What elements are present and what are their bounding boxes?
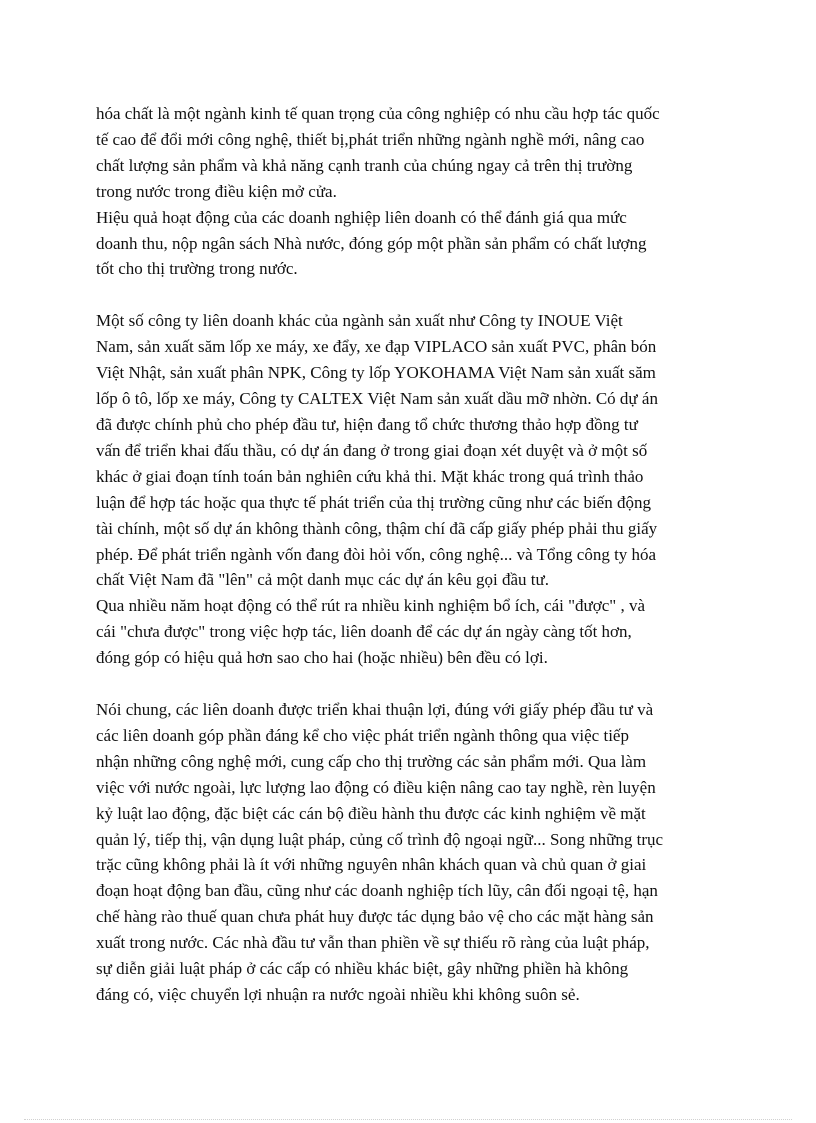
paragraph-spacer bbox=[96, 282, 736, 308]
paragraph-lessons-learned: Qua nhiều năm hoạt động có thể rút ra nhiều kinh nghiệm bổ ích, cái "được" , và cái "chưa được" trong việc hợp tác, liên doanh để các dự án ngày càng tốt hơn, đóng góp có hiệu quả hơn sao cho hai (hoặc nhiều) bên đều có lợi. bbox=[96, 596, 646, 668]
document-body bbox=[96, 101, 736, 1008]
page-bottom-divider bbox=[24, 1119, 792, 1120]
paragraph-other-joint-ventures: Một số công ty liên doanh khác của ngành sản xuất như Công ty INOUE Việt Nam, sản xuất săm lốp xe máy, xe đẩy, xe đạp VIPLACO sản xuất PVC, phân bón Việt Nhật, sản xuất phân NPK, Công ty lốp YOKOHAMA Việt Nam sản xuất săm lốp ô tô, lốp xe máy, Công ty CALTEX Việt Nam sản xuất dầu mỡ nhờn. Có dự án đã được chính phủ cho phép đầu tư, hiện đang tổ chức thương thảo hợp đồng tư vấn để triển khai đấu thầu, có dự án đang ở trong giai đoạn xét duyệt và ở một số khác ở giai đoạn tính toán bản nghiên cứu khả thi. Mặt khác trong quá trình thảo luận để hợp tác hoặc qua thực tế phát triển của thị trường cũng như các biến động tài chính, một số dự án không thành công, thậm chí đã cấp giấy phép phải thu giấy phép. Để phát triển ngành vốn đang đòi hỏi vốn, công nghệ... và Tổng công ty hóa chất Việt Nam đã "lên" cả một danh mục các dự án kêu gọi đầu tư. bbox=[96, 311, 658, 590]
paragraph-chemical-industry: hóa chất là một ngành kinh tế quan trọng của công nghiệp có nhu cầu hợp tác quốc tế cao để đổi mới công nghệ, thiết bị,phát triển những ngành nghề mới, nâng cao chất lượng sản phẩm và khả năng cạnh tranh của chúng ngay cả trên thị trường trong nước trong điều kiện mở cửa. bbox=[96, 104, 660, 201]
paragraph-spacer bbox=[96, 671, 736, 697]
paragraph-joint-venture-efficiency: Hiệu quả hoạt động của các doanh nghiệp liên doanh có thể đánh giá qua mức doanh thu, nộp ngân sách Nhà nước, đóng góp một phần sản phẩm có chất lượng tốt cho thị trường trong nước. bbox=[96, 207, 647, 279]
paragraph-general-assessment: Nói chung, các liên doanh được triển khai thuận lợi, đúng với giấy phép đầu tư và các liên doanh góp phần đáng kể cho việc phát triển ngành thông qua việc tiếp nhận những công nghệ mới, cung cấp cho thị trường các sản phẩm mới. Qua làm việc với nước ngoài, lực lượng lao động có điều kiện nâng cao tay nghề, rèn luyện kỷ luật lao động, đặc biệt các cán bộ điều hành thu được các kinh nghiệm về mặt quản lý, tiếp thị, vận dụng luật pháp, củng cố trình độ ngoại ngữ... Song những trục trặc cũng không phải là ít với những nguyên nhân khách quan và chủ quan ở giai đoạn hoạt động ban đầu, cũng như các doanh nghiệp tích lũy, cân đối ngoại tệ, hạn chế hàng rào thuế quan chưa phát huy được tác dụng bảo vệ cho các mặt hàng sản xuất trong nước. Các nhà đầu tư vẫn than phiền về sự thiếu rõ ràng của luật pháp, sự diễn giải luật pháp ở các cấp có nhiều khác biệt, gây những phiền hà không đáng có, việc chuyển lợi nhuận ra nước ngoài nhiều khi không suôn sẻ. bbox=[96, 700, 664, 1004]
